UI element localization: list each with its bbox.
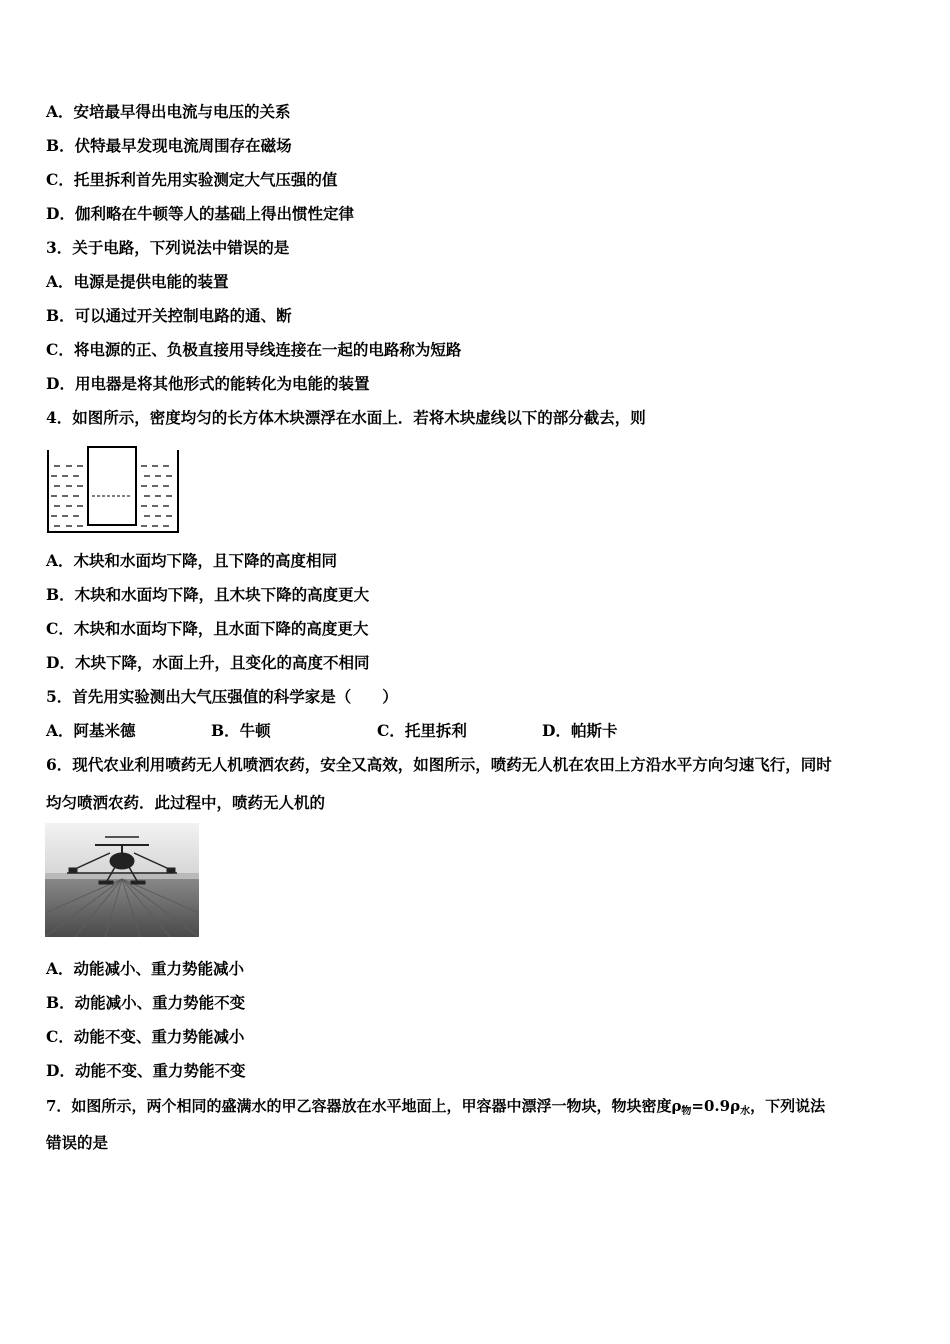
q5-stem: 5．首先用实验测出大气压强值的科学家是（ ） [46,687,398,706]
q4-option-b: B．木块和水面均下降，且木块下降的高度更大 [46,585,370,604]
q6-option-c: C．动能不变、重力势能减小 [46,1027,245,1046]
q3-option-c: C．将电源的正、负极直接用导线连接在一起的电路称为短路 [46,340,462,359]
q3-option-a: A．电源是提供电能的装置 [46,272,229,291]
floating-block-figure [46,446,182,540]
q2-option-b: B．伏特最早发现电流周围存在磁场 [46,136,292,155]
q4-option-c: C．木块和水面均下降，且水面下降的高度更大 [46,619,369,638]
q5-option-c: C．托里拆利 [377,721,467,740]
q6-stem-line2: 均匀喷洒农药．此过程中，喷药无人机的 [46,793,326,812]
q7-stem-line2: 错误的是 [46,1133,109,1152]
q5-option-a: A．阿基米德 [46,721,136,740]
q4-option-a: A．木块和水面均下降，且下降的高度相同 [46,551,338,570]
q2-option-a: A．安培最早得出电流与电压的关系 [46,102,291,121]
q2-option-c: C．托里拆利首先用实验测定大气压强的值 [46,170,338,189]
q7-stem-part2: =0.9ρ [691,1097,741,1115]
q4-option-d: D．木块下降，水面上升，且变化的高度不相同 [46,653,370,672]
q4-stem: 4．如图所示，密度均匀的长方体木块漂浮在水面上．若将木块虚线以下的部分截去，则 [46,408,646,427]
q6-option-d: D．动能不变、重力势能不变 [46,1061,246,1080]
q7-stem-line1 [46,1096,825,1122]
q5-option-b: B．牛顿 [211,721,271,740]
q3-option-d: D．用电器是将其他形式的能转化为电能的装置 [46,374,370,393]
q2-option-d: D．伽利略在牛顿等人的基础上得出惯性定律 [46,204,354,223]
q6-stem-line1: 6．现代农业利用喷药无人机喷洒农药，安全又高效，如图所示，喷药无人机在农田上方沿水平方向匀速飞行，同时 [46,755,832,774]
q7-stem-part1: 7．如图所示，两个相同的盛满水的甲乙容器放在水平地面上，甲容器中漂浮一物块，物块密度ρ [46,1097,682,1115]
q3-stem: 3．关于电路，下列说法中错误的是 [46,238,290,257]
q3-option-b: B．可以通过开关控制电路的通、断 [46,306,292,325]
q7-sub-shui: 水 [740,1106,751,1117]
q6-option-b: B．动能减小、重力势能不变 [46,993,246,1012]
q7-sub-wu: 物 [681,1106,692,1117]
q7-stem-part3: ，下列说法 [750,1097,826,1115]
drone-photo [45,823,199,941]
q5-option-d: D．帕斯卡 [542,721,618,740]
q6-option-a: A．动能减小、重力势能减小 [46,959,245,978]
